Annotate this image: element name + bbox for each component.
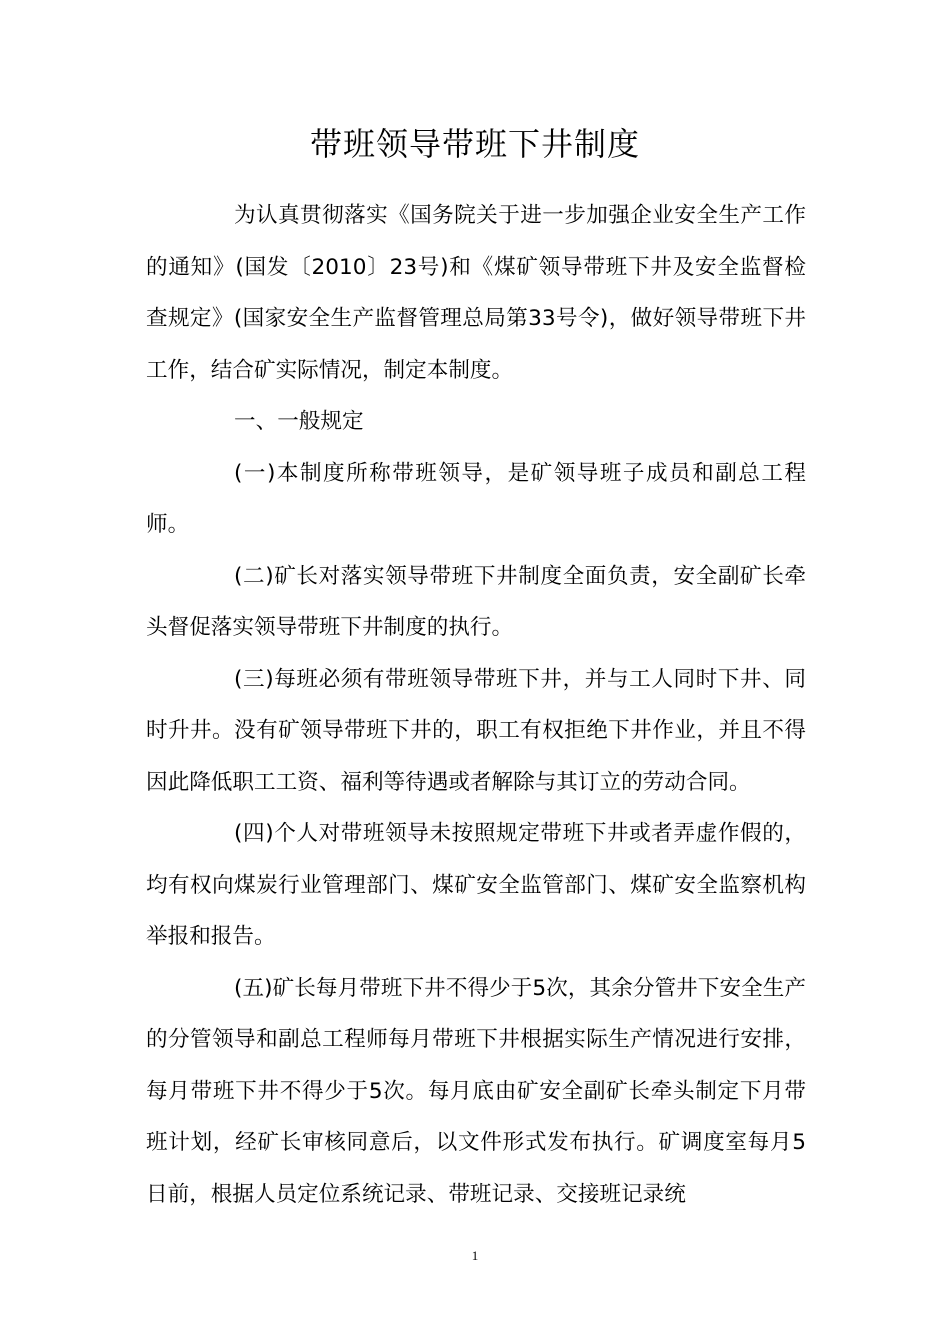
paragraph-clause-4: (四)个人对带班领导未按照规定带班下井或者弄虚作假的，均有权向煤炭行业管理部门、煤矿安全监管部门、煤矿安全监察机构举报和报告。 [146,821,806,949]
paragraph-clause-1: (一)本制度所称带班领导，是矿领导班子成员和副总工程师。 [146,460,806,537]
document-title: 带班领导带班下井制度 [309,125,640,163]
page-number: 1 [471,1248,479,1263]
section-heading-general-rules: 一、一般规定 [234,409,364,434]
paragraph-clause-2: (二)矿长对落实领导带班下井制度全面负责，安全副矿长牵头督促落实领导带班下井制度的执行。 [146,563,806,640]
document-body [146,190,806,1220]
paragraph-clause-3: (三)每班必须有带班领导带班下井，并与工人同时下井、同时升井。没有矿领导带班下井的，职工有权拒绝下井作业，并且不得因此降低职工工资、福利等待遇或者解除与其订立的劳动合同。 [146,666,806,795]
paragraph-clause-5: (五)矿长每月带班下井不得少于5次，其余分管井下安全生产的分管领导和副总工程师每月带班下井根据实际生产情况进行安排，每月带班下井不得少于5次。每月底由矿安全副矿长牵头制定下月带班计划，经矿长审核同意后，以文件形式发布执行。矿调度室每月5日前，根据人员定位系统记录、带班记录、交接班记录统 [146,975,806,1207]
paragraph-intro: 为认真贯彻落实《国务院关于进一步加强企业安全生产工作的通知》(国发〔2010〕23号)和《煤矿领导带班下井及安全监督检查规定》(国家安全生产监督管理总局第33号令)，做好领导带班下井工作，结合矿实际情况，制定本制度。 [146,203,806,383]
